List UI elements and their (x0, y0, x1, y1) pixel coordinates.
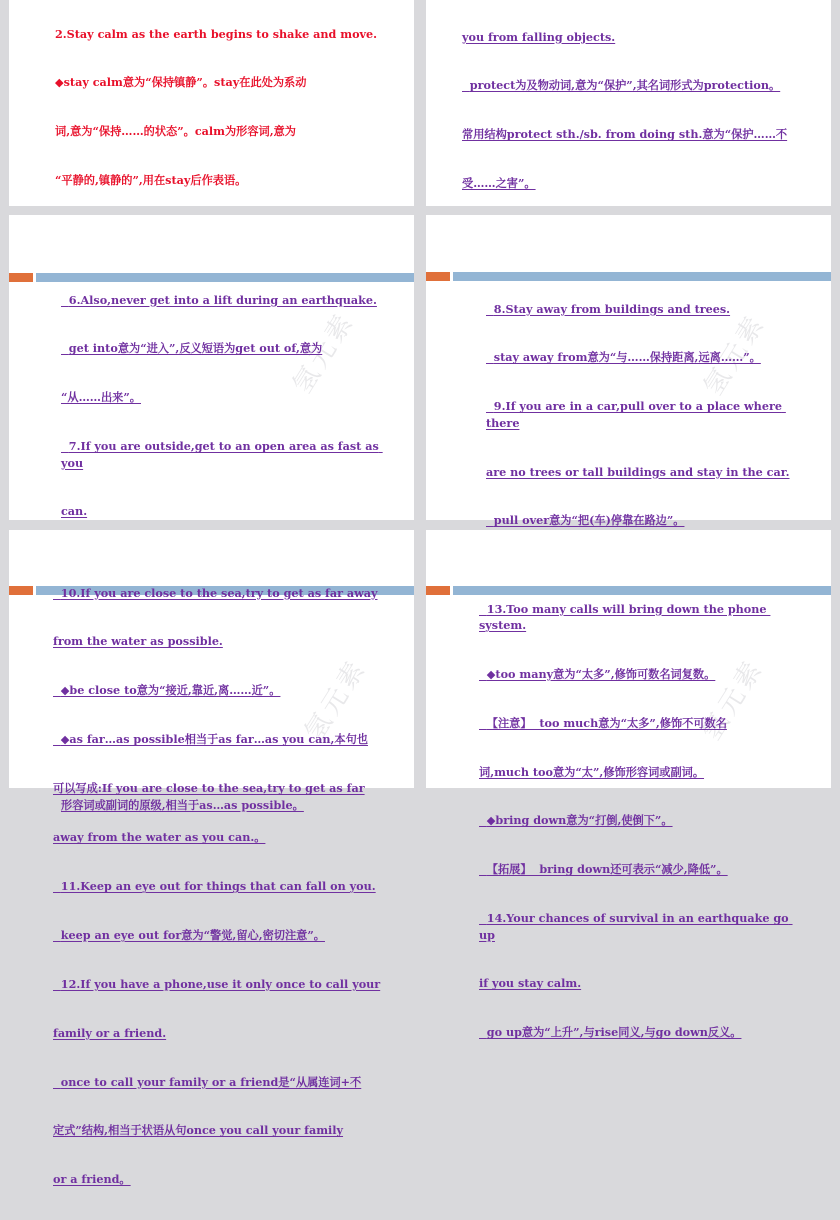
text-line: can. (61, 504, 88, 519)
watermark: 氢元素 (287, 306, 361, 399)
text-line: 13.Too many calls will bring down the phone system. (479, 601, 771, 632)
text-line: 14.Your chances of survival in an earthquake go up (479, 911, 793, 942)
text-line: ◆as far…as possible相当于as far…as you can,本句也 (53, 732, 368, 747)
watermark: 氢元素 (698, 308, 772, 401)
slide-2[interactable] (426, 0, 831, 206)
text-line: ◆be close to意为“接近,靠近,离……近”。 (53, 683, 281, 698)
slide-4[interactable] (426, 215, 831, 528)
slide-6-text (479, 568, 803, 1073)
text-line: if you stay calm. (479, 976, 582, 991)
text-line: get into意为“进入”,反义短语为get out of,意为 (61, 341, 323, 356)
text-line: 可以写成:If you are close to the sea,try to get as far (53, 781, 365, 796)
text-line: 【注意】 too much意为“太多”,修饰不可数名 (479, 715, 727, 730)
accent-bar-orange (426, 272, 450, 281)
text-line: or a friend。 (53, 1172, 131, 1187)
text-line: ◆stay calm意为“保持镇静”。stay在此处为系动 (55, 75, 307, 90)
text-line: away from the water as you can.。 (53, 830, 266, 845)
text-line: 词,意为“保持……的状态”。calm为形容词,意为 (55, 124, 296, 139)
text-line: ◆too many意为“太多”,修饰可数名词复数。 (479, 666, 716, 681)
accent-bar-orange (9, 586, 33, 595)
watermark: 氢元素 (299, 653, 373, 746)
text-line: 【拓展】 bring down还可表示“减少,降低”。 (479, 862, 728, 877)
text-line: 9.If you are in a car,pull over to a place where there (486, 399, 786, 430)
text-line: family or a friend. (53, 1025, 167, 1040)
accent-bar-orange (9, 273, 33, 282)
text-line: from the water as possible. (53, 634, 223, 649)
text-line: pull over意为“把(车)停靠在路边”。 (486, 513, 685, 528)
text-line: keep an eye out for意为“警觉,留心,密切注意”。 (53, 927, 325, 942)
text-line: 12.If you have a phone,use it only once to call your (53, 976, 381, 991)
text-line: go up意为“上升”,与rise同义,与go down反义。 (479, 1025, 742, 1040)
text-line: stay away from意为“与……保持距离,远离……”。 (486, 350, 761, 365)
text-line: 常用结构protect sth./sb. from doing sth.意为“保护……不 (462, 127, 788, 142)
text-line: 6.Also,never get into a lift during an earthquake. (61, 292, 377, 307)
slide-5-text (53, 552, 386, 1220)
text-line: ◆bring down意为“打倒,使倒下”。 (479, 813, 673, 828)
watermark: 氢元素 (696, 653, 770, 746)
slide-1[interactable] (9, 0, 414, 206)
slide-6[interactable] (426, 530, 831, 1040)
text-line: you from falling objects. (462, 29, 616, 44)
text-line: “从……出来”。 (61, 390, 141, 405)
slide-4-text (486, 268, 803, 561)
text-line: 2.Stay calm as the earth begins to shake and move. (55, 26, 378, 41)
text-line: “平静的,镇静的”,用在stay后作表语。 (55, 173, 247, 188)
text-line: 形容词或副词的原级,相当于as…as possible。 (61, 797, 304, 812)
text-line: 8.Stay away from buildings and trees. (486, 301, 731, 316)
text-line: 受……之害”。 (462, 176, 536, 191)
text-line: 10.If you are close to the sea,try to get as far away (53, 585, 378, 600)
text-line: once to call your family or a friend是“从属连词+不 (53, 1074, 362, 1089)
text-line: 7.If you are outside,get to an open area as fast as you (61, 439, 383, 470)
text-line: 词,much too意为“太”,修饰形容词或副词。 (479, 764, 705, 779)
text-line: 11.Keep an eye out for things that can fall on you. (53, 878, 376, 893)
accent-bar-orange (426, 586, 450, 595)
text-line: are no trees or tall buildings and stay in the car. (486, 464, 790, 479)
text-line: 定式”结构,相当于状语从句once you call your family (53, 1123, 344, 1138)
text-line: protect为及物动词,意为“保护”,其名词形式为protection。 (462, 78, 781, 93)
